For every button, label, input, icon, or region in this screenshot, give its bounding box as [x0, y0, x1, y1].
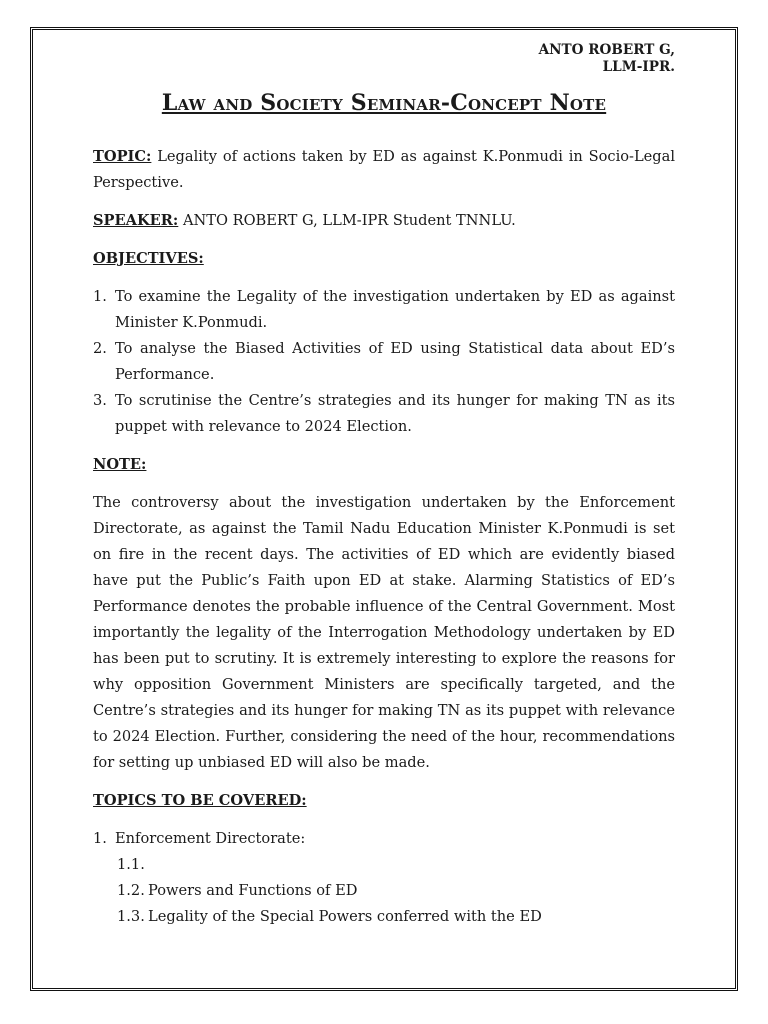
topics-label: TOPICS TO BE COVERED:: [93, 792, 307, 809]
list-item: [93, 826, 675, 852]
note-text: The controversy about the investigation undertaken by the Enforcement Directorate, as against the Tamil Nadu Education Minister K.Ponmudi is set on fire in the recent days. The activities of ED which are evidently biased have put the Public’s Faith upon ED at stake. Alarming Statistics of ED’s Performance denotes the probable influence of the Central Government. Most importantly the legality of the Interrogation Methodology undertaken by ED has been put to scrutiny. It is extremely interesting to explore the reasons for why opposition Government Ministers are specifically targeted, and the Centre’s strategies and its hunger for making TN as its puppet with relevance to 2024 Election. Further, considering the need of the hour, recommendations for setting up unbiased ED will also be made.: [93, 494, 675, 771]
author-block: [93, 42, 675, 76]
topic-paragraph: [93, 144, 675, 196]
topics-list: [93, 826, 675, 852]
list-item: [93, 284, 675, 336]
speaker-text: ANTO ROBERT G, LLM-IPR Student TNNLU.: [182, 212, 516, 229]
list-item-text: To scrutinise the Centre’s strategies and its hunger for making TN as its puppet with relevance to 2024 Election.: [115, 392, 675, 435]
list-item-number: 3.: [93, 392, 107, 409]
list-item-number: 1.: [93, 288, 107, 305]
sub-item-text: Legality of the Special Powers conferred with the ED: [148, 908, 542, 925]
speaker-paragraph: [93, 208, 675, 234]
note-label: NOTE:: [93, 456, 147, 473]
sub-item-number: 1.2.: [117, 882, 145, 899]
sub-list-item: [93, 878, 675, 904]
document-body: [93, 40, 675, 930]
page-title: Law and Society Seminar-Concept Note: [161, 90, 607, 116]
sub-item-number: 1.3.: [117, 908, 145, 925]
sub-list-item: [93, 904, 675, 930]
topic-label: TOPIC:: [93, 148, 152, 165]
author-name: ANTO ROBERT G,: [538, 42, 675, 58]
list-item: [93, 336, 675, 388]
sub-list-item: [93, 852, 675, 878]
list-item-text: To analyse the Biased Activities of ED using Statistical data about ED’s Performance.: [115, 340, 675, 383]
list-item: [93, 388, 675, 440]
list-item-number: 2.: [93, 340, 107, 357]
list-item-text: To examine the Legality of the investigation undertaken by ED as against Minister K.Ponmudi.: [115, 288, 675, 331]
sub-item-text: Powers and Functions of ED: [148, 882, 358, 899]
author-program: LLM-IPR.: [602, 59, 675, 75]
topic-text: Legality of actions taken by ED as against K.Ponmudi in Socio-Legal Perspective.: [93, 148, 676, 191]
sub-item-number: 1.1.: [117, 856, 145, 873]
objectives-label: OBJECTIVES:: [93, 250, 204, 267]
objectives-list: [93, 284, 675, 440]
speaker-label: SPEAKER:: [93, 212, 179, 229]
list-item-text: Enforcement Directorate:: [115, 830, 306, 847]
list-item-number: 1.: [93, 830, 107, 847]
